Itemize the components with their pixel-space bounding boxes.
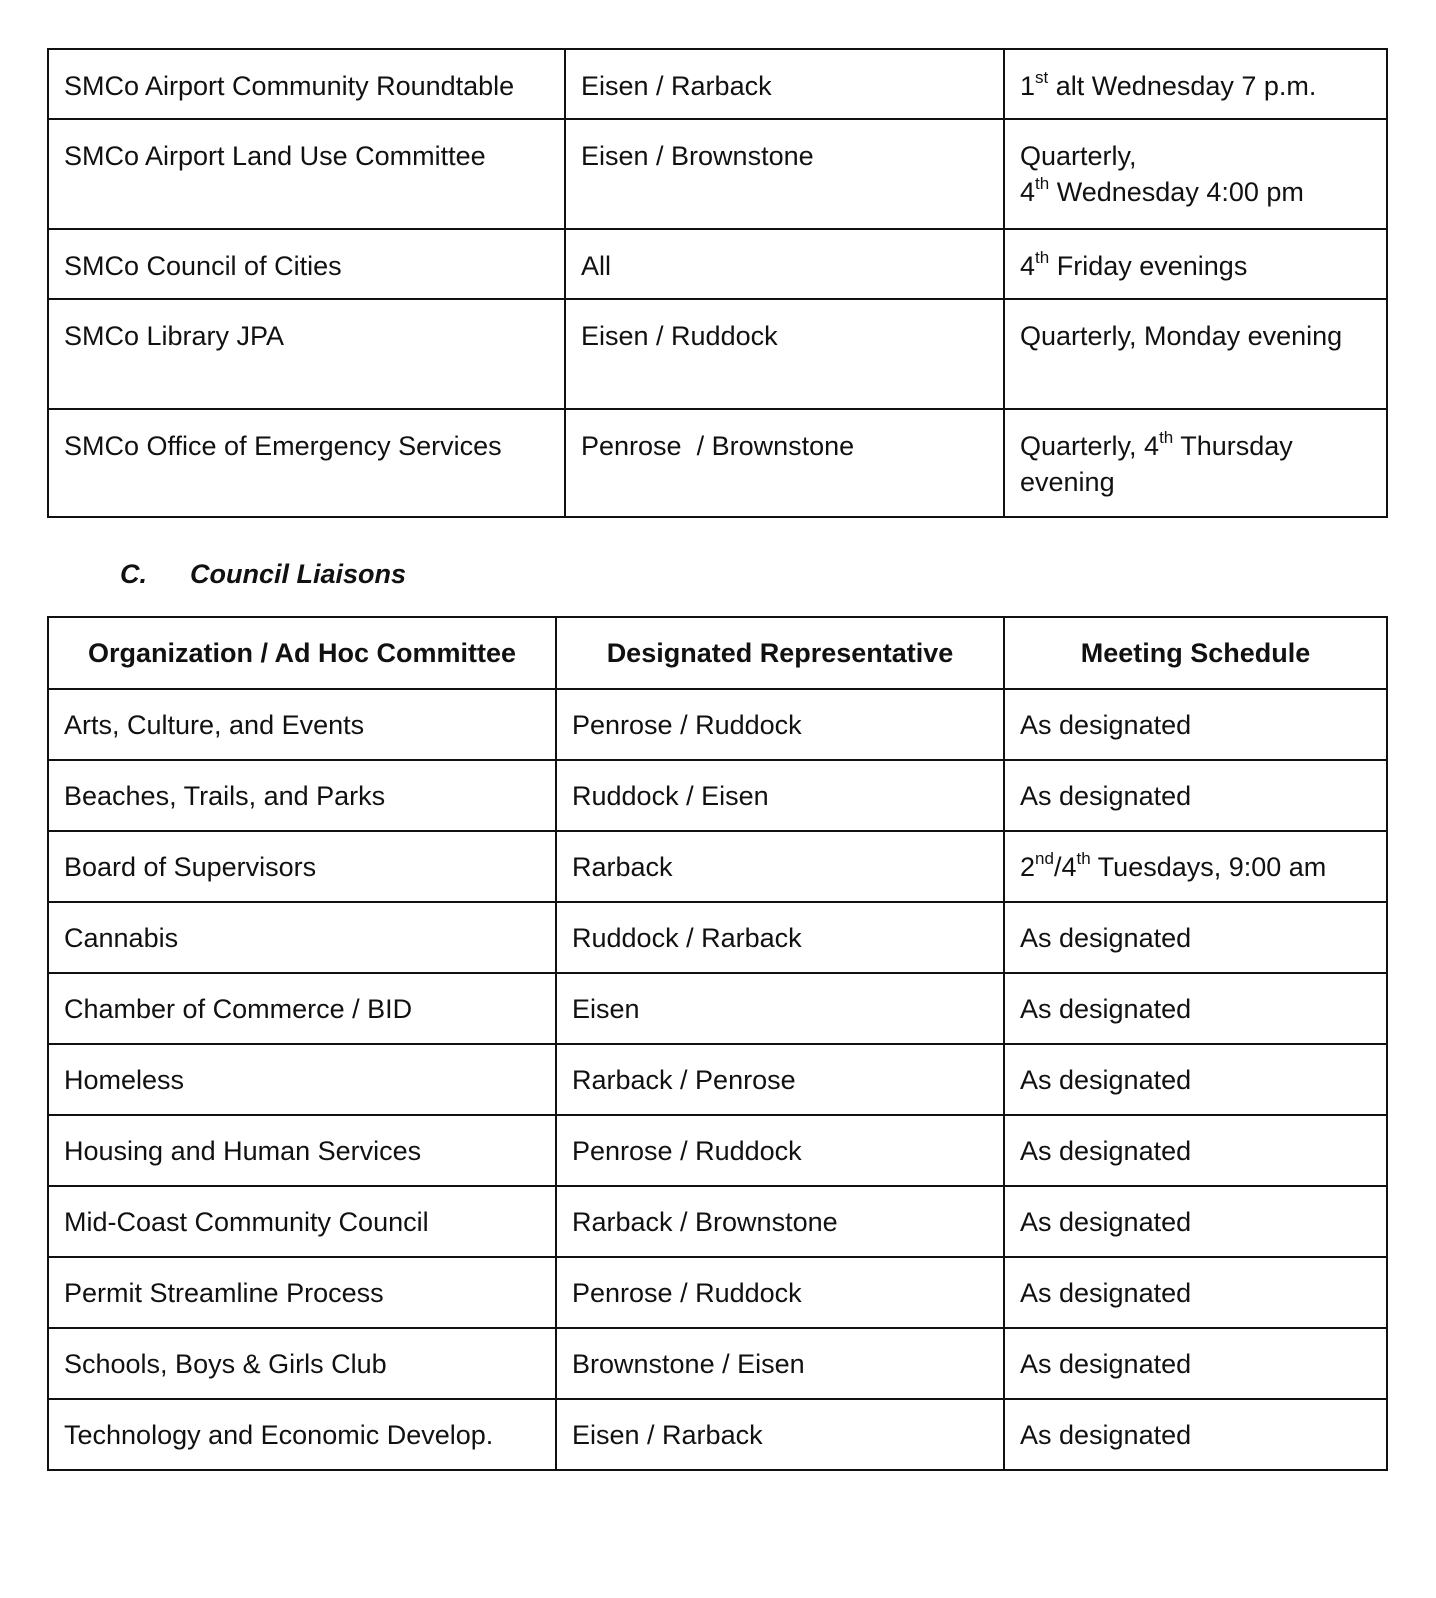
- table-row: [48, 1328, 1387, 1399]
- schedule-text: 1: [1020, 71, 1036, 101]
- organization-cell: Mid-Coast Community Council: [48, 1186, 556, 1257]
- representative-cell: Eisen / Rarback: [565, 49, 1004, 119]
- schedule-cell: As designated: [1004, 973, 1387, 1044]
- representative-cell: Penrose / Ruddock: [556, 1115, 1004, 1186]
- schedule-text: Quarterly, 4: [1020, 431, 1160, 461]
- committee-assignments-table: [47, 48, 1388, 518]
- schedule-cell: As designated: [1004, 760, 1387, 831]
- schedule-text: Thursday evening: [1020, 431, 1293, 497]
- section-title: Council Liaisons: [190, 559, 407, 589]
- organization-cell: Arts, Culture, and Events: [48, 689, 556, 760]
- table-row: [48, 760, 1387, 831]
- organization-cell: Schools, Boys & Girls Club: [48, 1328, 556, 1399]
- schedule-cell: As designated: [1004, 1115, 1387, 1186]
- table-row: [48, 1186, 1387, 1257]
- ordinal-suffix: st: [1035, 68, 1049, 87]
- schedule-cell: [1004, 229, 1387, 299]
- organization-cell: Housing and Human Services: [48, 1115, 556, 1186]
- organization-cell: Board of Supervisors: [48, 831, 556, 902]
- ordinal-suffix: th: [1076, 848, 1091, 868]
- column-header-organization: Organization / Ad Hoc Committee: [48, 617, 556, 689]
- schedule-cell: [1004, 49, 1387, 119]
- table-row: [48, 1257, 1387, 1328]
- representative-cell: Ruddock / Rarback: [556, 902, 1004, 973]
- table-row: [48, 831, 1387, 902]
- schedule-text: /4: [1053, 851, 1077, 882]
- representative-cell: Penrose / Ruddock: [556, 689, 1004, 760]
- organization-cell: SMCo Airport Community Roundtable: [48, 49, 565, 119]
- organization-cell: SMCo Office of Emergency Services: [48, 409, 565, 517]
- representative-cell: Brownstone / Eisen: [556, 1328, 1004, 1399]
- representative-cell: Rarback / Penrose: [556, 1044, 1004, 1115]
- representative-cell: Eisen / Rarback: [556, 1399, 1004, 1470]
- schedule-cell: As designated: [1004, 1399, 1387, 1470]
- schedule-text: Wednesday 4:00 pm: [1049, 177, 1304, 207]
- table-row: [48, 973, 1387, 1044]
- schedule-cell: As designated: [1004, 1328, 1387, 1399]
- table-row: [48, 299, 1387, 409]
- table-row: [48, 49, 1387, 119]
- schedule-text: Tuesdays, 9:00 am: [1090, 851, 1327, 882]
- table-row: [48, 1115, 1387, 1186]
- schedule-cell: As designated: [1004, 689, 1387, 760]
- table-row: [48, 229, 1387, 299]
- schedule-text: alt Wednesday 7 p.m.: [1048, 71, 1317, 101]
- representative-cell: Rarback / Brownstone: [556, 1186, 1004, 1257]
- section-letter: C.: [120, 559, 147, 589]
- organization-cell: SMCo Airport Land Use Committee: [48, 119, 565, 229]
- column-header-representative: Designated Representative: [556, 617, 1004, 689]
- representative-cell: All: [565, 229, 1004, 299]
- organization-cell: Cannabis: [48, 902, 556, 973]
- schedule-cell: [1004, 831, 1387, 902]
- representative-cell: Rarback: [556, 831, 1004, 902]
- table-row: [48, 1044, 1387, 1115]
- column-header-schedule: Meeting Schedule: [1004, 617, 1387, 689]
- schedule-text: Quarterly,: [1020, 141, 1137, 171]
- representative-cell: Penrose / Ruddock: [556, 1257, 1004, 1328]
- table-row: [48, 1399, 1387, 1470]
- ordinal-suffix: th: [1035, 248, 1050, 267]
- schedule-cell: [1004, 409, 1387, 517]
- ordinal-suffix: th: [1159, 428, 1174, 447]
- representative-cell: Ruddock / Eisen: [556, 760, 1004, 831]
- representative-cell: Penrose / Brownstone: [565, 409, 1004, 517]
- organization-cell: Permit Streamline Process: [48, 1257, 556, 1328]
- schedule-cell: Quarterly, Monday evening: [1004, 299, 1387, 409]
- schedule-cell: As designated: [1004, 902, 1387, 973]
- table-row: [48, 902, 1387, 973]
- schedule-text: 2: [1020, 851, 1036, 882]
- schedule-cell: As designated: [1004, 1186, 1387, 1257]
- schedule-cell: [1004, 119, 1387, 229]
- table-row: [48, 689, 1387, 760]
- council-liaisons-table: [47, 616, 1388, 1471]
- schedule-cell: As designated: [1004, 1044, 1387, 1115]
- schedule-text: 4: [1020, 177, 1036, 207]
- representative-cell: Eisen: [556, 973, 1004, 1044]
- table-row: [48, 409, 1387, 517]
- header-row: [48, 617, 1387, 689]
- organization-cell: Beaches, Trails, and Parks: [48, 760, 556, 831]
- schedule-text: 4: [1020, 251, 1036, 281]
- section-heading: [120, 556, 406, 592]
- representative-cell: Eisen / Ruddock: [565, 299, 1004, 409]
- schedule-text: Friday evenings: [1049, 251, 1248, 281]
- organization-cell: SMCo Council of Cities: [48, 229, 565, 299]
- organization-cell: Technology and Economic Develop.: [48, 1399, 556, 1470]
- ordinal-suffix: th: [1035, 174, 1050, 193]
- organization-cell: Chamber of Commerce / BID: [48, 973, 556, 1044]
- representative-cell: Eisen / Brownstone: [565, 119, 1004, 229]
- ordinal-suffix: nd: [1035, 848, 1054, 868]
- schedule-cell: As designated: [1004, 1257, 1387, 1328]
- organization-cell: SMCo Library JPA: [48, 299, 565, 409]
- table-row: [48, 119, 1387, 229]
- organization-cell: Homeless: [48, 1044, 556, 1115]
